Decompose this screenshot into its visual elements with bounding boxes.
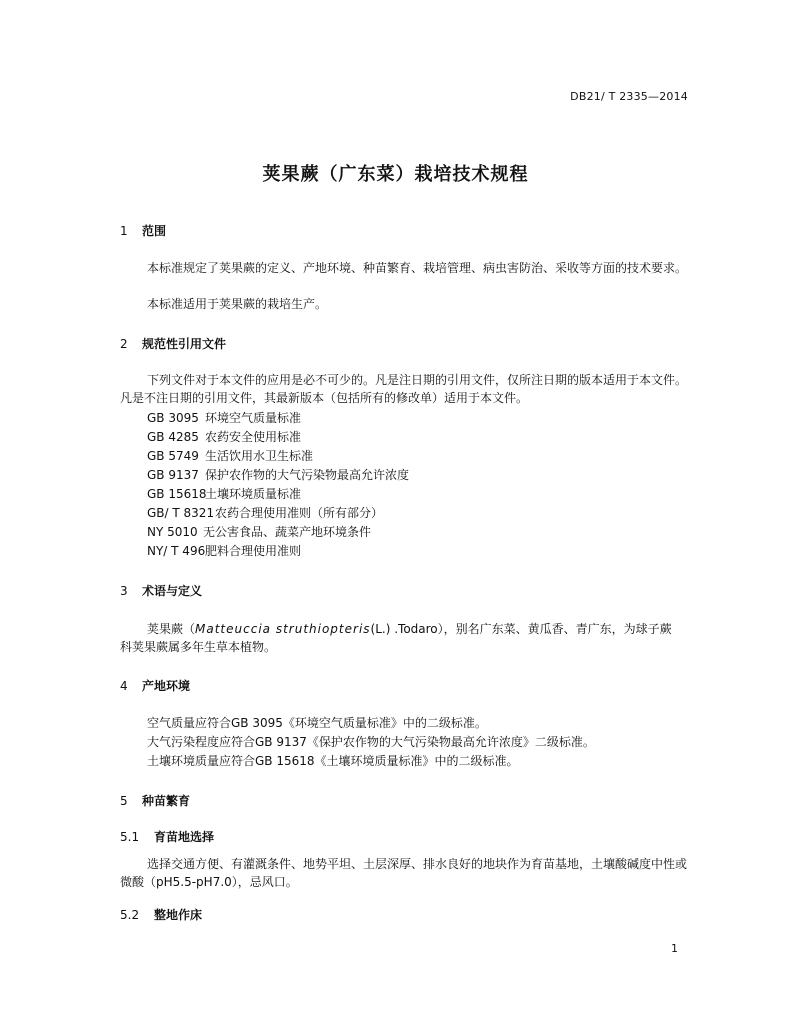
section-4-line-1: 空气质量应符合GB 3095《环境空气质量标准》中的二级标准。 — [147, 716, 487, 730]
section-2-paragraph-1: 下列文件对于本文件的应用是必不可少的。凡是注日期的引用文件，仅所注日期的版本适用于本文件。凡是不注日期的引用文件，其最新版本（包括所有的修改单）适用于本文件。 — [120, 373, 688, 405]
reference-name: 环境空气质量标准 — [205, 411, 302, 425]
definition-text-start: 荚果蕨（ — [147, 622, 196, 636]
page-title: 荚果蕨（广东菜）栽培技术规程 — [262, 164, 529, 185]
definition-text-end: (L.) .Todaro），别名广东菜、黄瓜香、青广东，为球子蕨 — [370, 622, 672, 636]
reference-item — [147, 504, 383, 521]
subsection-5-1-paragraph: 选择交通方便、有灌溉条件、地势平坦、土层深厚、排水良好的地块作为育苗基地，土壤酸碱度中性或微酸（pH5.5-pH7.0），忌风口。 — [120, 857, 688, 889]
section-2-heading — [120, 335, 226, 352]
section-number: 5 — [120, 794, 128, 808]
subsection-number: 5.1 — [120, 830, 140, 844]
reference-item — [147, 542, 301, 559]
section-title: 种苗繁育 — [142, 794, 191, 808]
subsection-number: 5.2 — [120, 908, 140, 922]
standard-code: DB21/ T 2335—2014 — [570, 90, 688, 103]
section-4-line-2: 大气污染程度应符合GB 9137《保护农作物的大气污染物最高允许浓度》二级标准。 — [147, 735, 595, 749]
reference-code: GB 5749 — [147, 449, 199, 463]
section-4-line-3: 土壤环境质量应符合GB 15618《土壤环境质量标准》中的二级标准。 — [147, 754, 519, 768]
section-number: 4 — [120, 679, 128, 693]
reference-item — [147, 447, 313, 464]
reference-code: GB/ T 8321 — [147, 506, 215, 520]
page-number: 1 — [671, 942, 678, 955]
section-title: 规范性引用文件 — [142, 337, 227, 351]
section-3-paragraph-line-1 — [147, 620, 672, 637]
reference-name: 土壤环境质量标准 — [205, 487, 302, 501]
section-3-heading — [120, 582, 202, 599]
section-3-paragraph-line-2: 科荚果蕨属多年生草本植物。 — [120, 640, 277, 654]
reference-item — [147, 485, 301, 502]
reference-code: GB 4285 — [147, 430, 199, 444]
subsection-5-2-heading — [120, 906, 202, 923]
subsection-title: 育苗地选择 — [154, 830, 215, 844]
section-title: 术语与定义 — [142, 584, 203, 598]
reference-item — [147, 428, 301, 445]
reference-code: NY/ T 496 — [147, 544, 206, 558]
reference-item — [147, 409, 301, 426]
section-1-paragraph-2: 本标准适用于荚果蕨的栽培生产。 — [147, 297, 328, 311]
reference-name: 无公害食品、蔬菜产地环境条件 — [203, 525, 372, 539]
section-title: 产地环境 — [142, 679, 191, 693]
reference-code: GB 3095 — [147, 411, 199, 425]
latin-name: Matteuccia struthiopteris — [195, 622, 371, 636]
reference-name: 肥料合理使用准则 — [205, 544, 302, 558]
reference-name: 保护农作物的大气污染物最高允许浓度 — [205, 468, 410, 482]
reference-code: GB 9137 — [147, 468, 199, 482]
reference-name: 农药安全使用标准 — [205, 430, 302, 444]
reference-code: GB 15618 — [147, 487, 207, 501]
reference-item — [147, 466, 409, 483]
reference-code: NY 5010 — [147, 525, 198, 539]
section-1-paragraph-1: 本标准规定了荚果蕨的定义、产地环境、种苗繁育、栽培管理、病虫害防治、采收等方面的技术要求。 — [147, 261, 688, 275]
reference-item — [147, 523, 371, 540]
subsection-title: 整地作床 — [154, 908, 203, 922]
section-number: 1 — [120, 224, 128, 238]
section-number: 3 — [120, 584, 128, 598]
section-5-heading — [120, 792, 190, 809]
section-4-heading — [120, 677, 190, 694]
section-1-heading — [120, 222, 166, 239]
reference-name: 农药合理使用准则（所有部分） — [215, 506, 384, 520]
subsection-5-1-heading — [120, 828, 214, 845]
section-number: 2 — [120, 337, 128, 351]
reference-name: 生活饮用水卫生标准 — [205, 449, 314, 463]
section-title: 范围 — [142, 224, 167, 238]
